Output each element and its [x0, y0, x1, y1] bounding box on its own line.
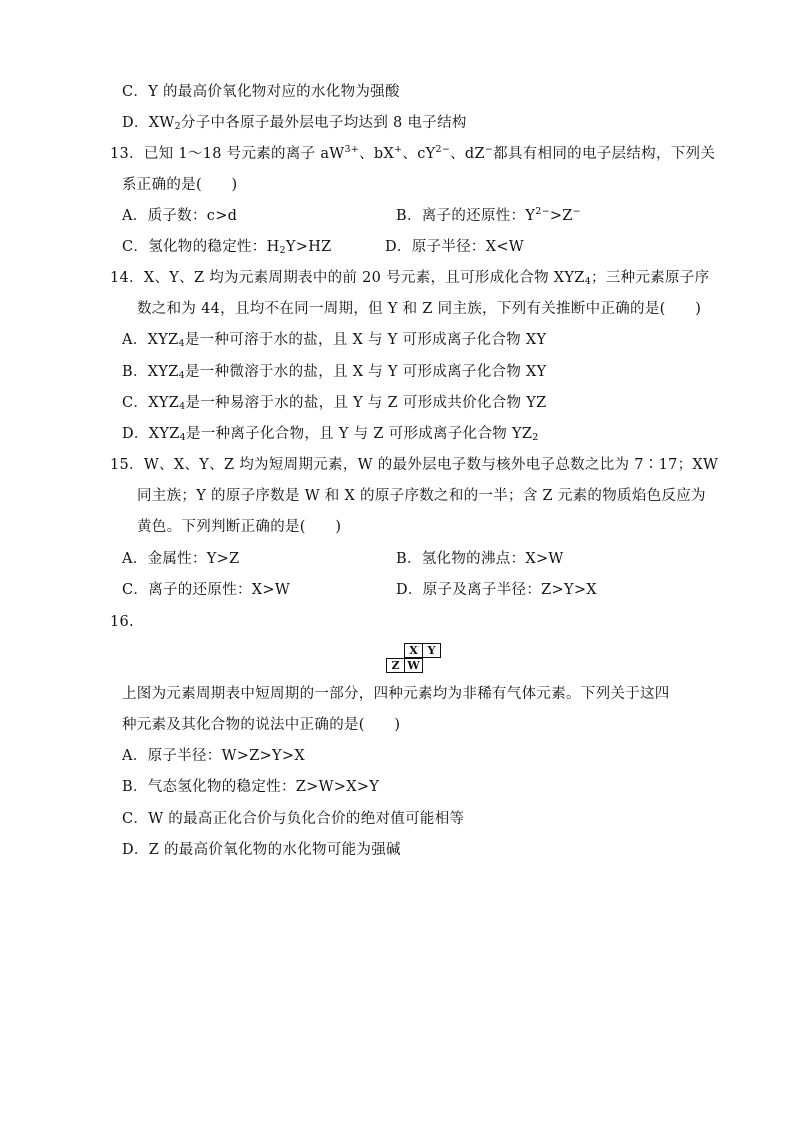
cell-w: W	[404, 658, 423, 673]
q13-text: 、dZ	[450, 146, 485, 162]
q15-option-b: B．氢化物的沸点：X>W	[396, 551, 564, 567]
q13-option-a: A．质子数：c>d	[122, 208, 238, 224]
q14-option-b-text: 是一种微溶于水的盐，且 X 与 Y 可形成离子化合物 XY	[185, 364, 547, 380]
q13-option-c	[122, 237, 332, 257]
q14-option-d	[122, 424, 539, 444]
subscript: 4	[179, 401, 186, 412]
q13-option-c-text: C．氢化物的稳定性：H	[122, 239, 280, 255]
q13-option-d: D．原子半径：X<W	[385, 239, 525, 255]
q16-option-b: B．气态氢化物的稳定性：Z>W>X>Y	[122, 779, 380, 795]
q14-option-c	[122, 393, 546, 413]
q12-option-d	[122, 113, 467, 133]
superscript: 2−	[435, 144, 451, 155]
subscript: 2	[279, 245, 286, 256]
q14-option-a-text: A．XYZ	[122, 332, 179, 348]
q13-stem-line1	[110, 144, 715, 164]
q14-option-a	[122, 330, 546, 350]
q15-stem-line1: 15．W、X、Y、Z 均为短周期元素，W 的最外层电子数与核外电子总数之比为 7∶17；XW	[110, 457, 719, 473]
q13-text: 、cY	[402, 146, 436, 162]
q14-option-b	[122, 362, 547, 382]
subscript: 2	[174, 121, 181, 132]
q16-option-c: C．W 的最高正化合价与负化合价的绝对值可能相等	[122, 811, 465, 827]
q13-text: 都具有相同的电子层结构，下列关	[493, 146, 716, 162]
cell-y: Y	[422, 643, 441, 658]
superscript: −	[572, 206, 581, 217]
q13-text: 13．已知 1～18 号元素的离子 aW	[110, 146, 345, 162]
q16-option-a: A．原子半径：W>Z>Y>X	[122, 748, 305, 764]
q14-option-d-text: D．XYZ	[122, 426, 180, 442]
q14-stem-line2: 数之和为 44，且均不在同一周期，但 Y 和 Z 同主族，下列有关推断中正确的是( )	[137, 301, 702, 317]
superscript: 2−	[535, 206, 550, 217]
q15-stem-line2: 同主族；Y 的原子序数是 W 和 X 的原子序数之和的一半；含 Z 元素的物质焰色反应为	[137, 488, 706, 504]
cell-z: Z	[386, 658, 405, 673]
q13-text: 、bX	[359, 146, 395, 162]
periodic-table-fragment	[385, 643, 445, 675]
q14-option-c-text: 是一种易溶于水的盐，且 Y 与 Z 可形成共价化合物 YZ	[185, 395, 547, 411]
q13-option-c-text: Y>HZ	[285, 239, 332, 255]
q13-option-b	[396, 206, 581, 226]
q12-option-d-text: D．XW	[122, 115, 175, 131]
q13-stem-line2: 系正确的是( )	[122, 177, 238, 193]
q14-stem-line1	[110, 268, 709, 288]
q15-stem-line3: 黄色。下列判断正确的是( )	[137, 519, 342, 535]
q13-option-b-text: >Z	[549, 208, 573, 224]
subscript: 4	[178, 370, 185, 381]
q15-option-c: C．离子的还原性：X>W	[122, 582, 291, 598]
subscript: 4	[178, 338, 185, 349]
q14-option-a-text: 是一种可溶于水的盐，且 X 与 Y 可形成离子化合物 XY	[184, 332, 547, 348]
q16-stem-line1: 上图为元素周期表中短周期的一部分，四种元素均为非稀有气体元素。下列关于这四	[122, 686, 670, 702]
q13-option-b-text: B．离子的还原性：Y	[396, 208, 536, 224]
q15-option-d: D．原子及离子半径：Z>Y>X	[396, 582, 597, 598]
q12-option-d-text: 分子中各原子最外层电子均达到 8 电子结构	[180, 115, 467, 131]
superscript: 3+	[344, 144, 360, 155]
q14-option-d-text: 是一种离子化合物，且 Y 与 Z 可形成离子化合物 YZ	[185, 426, 533, 442]
q16-stem-line2: 种元素及其化合物的说法中正确的是( )	[122, 717, 401, 733]
q12-option-c: C．Y 的最高价氧化物对应的水化物为强酸	[122, 84, 400, 100]
subscript: 4	[179, 432, 186, 443]
q16-number: 16.	[110, 614, 134, 630]
cell-x: X	[404, 643, 423, 658]
superscript: −	[484, 144, 494, 155]
subscript: 4	[584, 276, 592, 287]
q16-option-d: D．Z 的最高价氧化物的水化物可能为强碱	[122, 842, 401, 858]
q14-option-c-text: C．XYZ	[122, 395, 180, 411]
q14-option-b-text: B．XYZ	[122, 364, 179, 380]
superscript: +	[394, 144, 403, 155]
q14-text: 14．X、Y、Z 均为元素周期表中的前 20 号元素，且可形成化合物 XYZ	[110, 270, 585, 286]
subscript: 2	[532, 432, 539, 443]
q14-text: ；三种元素原子序	[591, 270, 710, 286]
q15-option-a: A．金属性：Y>Z	[122, 551, 240, 567]
